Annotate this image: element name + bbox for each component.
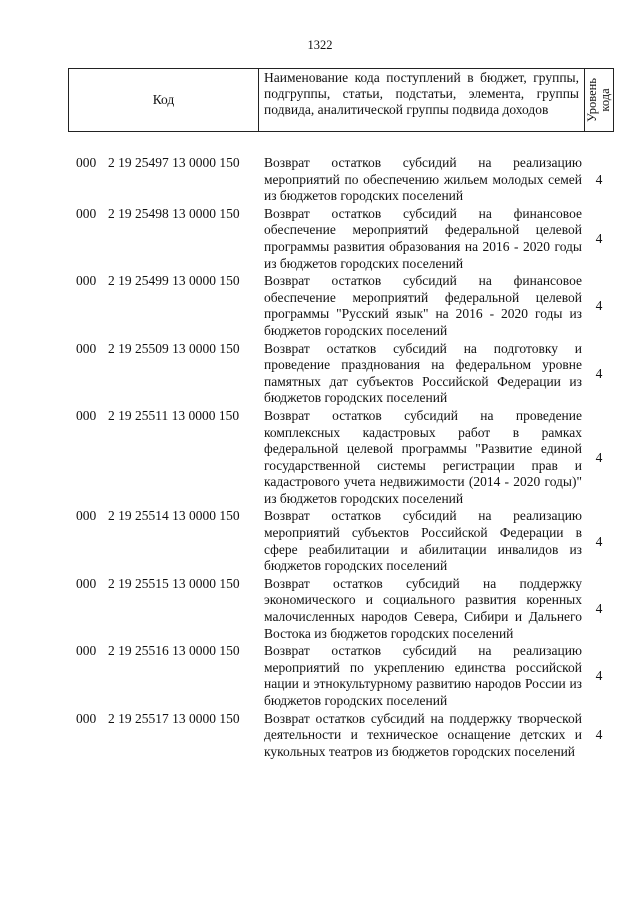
row-level: 4 [595,298,603,314]
row-income-code: 2 19 25514 13 0000 150 [108,508,240,524]
row-name: Возврат остатков субсидий на реализацию мероприятий по обеспечению жильем молодых семей из бюджетов городских поселений [264,155,582,204]
row-income-code: 2 19 25515 13 0000 150 [108,575,240,591]
row-level: 4 [595,449,603,465]
row-name: Возврат остатков субсидий на реализацию мероприятий субъектов Российской Федерации в сфере реабилитации и абилитации инвалидов из бюджетов городских поселений [264,508,582,574]
table-row [76,508,616,574]
header-level-line2: кода [598,88,612,112]
row-level: 4 [595,727,603,743]
table-row [76,408,616,508]
row-name: Возврат остатков субсидий на финансовое обеспечение мероприятий федеральной целевой программы "Русский язык" на 2016 - 2020 годы из бюджетов городских поселений [264,273,582,338]
row-level: 4 [595,230,603,246]
row-name: Возврат остатков субсидий на финансовое обеспечение мероприятий федеральной целевой программы развития образования на 2016 - 2020 годы из бюджетов городских поселений [264,205,582,271]
table-row [76,155,616,205]
table-row [76,576,616,642]
table-row [76,273,616,339]
row-income-code: 2 19 25517 13 0000 150 [108,710,240,726]
row-level: 4 [595,533,603,549]
table-header [68,68,614,132]
header-level [585,69,613,131]
header-level-line1: Уровень [585,77,599,123]
row-level: 4 [595,668,603,684]
row-adm-code: 000 [76,508,97,524]
row-name: Возврат остатков субсидий на реализацию мероприятий по укреплению единства российской нации и этнокультурному развитию народов России из бюджетов городских поселений [264,643,582,708]
row-name: Возврат остатков субсидий на поддержку творческой деятельности и техническое оснащение детских и кукольных театров из бюджетов городских поселений [264,710,582,759]
row-income-code: 2 19 25497 13 0000 150 [108,155,240,170]
row-income-code: 2 19 25499 13 0000 150 [108,273,240,289]
row-level: 4 [595,601,603,617]
header-code: Код [69,69,259,131]
row-income-code: 2 19 25511 13 0000 150 [108,407,240,423]
row-adm-code: 000 [76,340,97,356]
row-adm-code: 000 [76,273,97,289]
table-row [76,643,616,709]
table-body [76,155,616,761]
row-adm-code: 000 [76,205,97,221]
row-income-code: 2 19 25516 13 0000 150 [108,643,240,659]
row-adm-code: 000 [76,710,97,726]
page-number: 1322 [307,38,333,52]
row-adm-code: 000 [76,155,97,170]
row-name: Возврат остатков субсидий на проведение комплексных кадастровых работ в рамках федеральной целевой программы "Развитие единой государственной системы регистрации прав и кадастрового учета недвижимости (2014 - 2020 годы)" из бюджетов городских поселений [264,407,582,506]
row-income-code: 2 19 25509 13 0000 150 [108,340,240,356]
row-adm-code: 000 [76,643,97,659]
row-adm-code: 000 [76,575,97,591]
row-name: Возврат остатков субсидий на подготовку и проведение празднования на федеральном уровне памятных дат субъектов Российской Федерации из бюджетов городских поселений [264,340,582,406]
row-adm-code: 000 [76,407,97,423]
table-row [76,206,616,272]
header-level-text [586,78,612,122]
header-name: Наименование кода поступлений в бюджет, группы, подгруппы, статьи, подстатьи, элемента, группы подвида, аналитической группы подвида доходов [259,69,585,131]
table-row [76,341,616,407]
row-level: 4 [595,365,603,381]
row-income-code: 2 19 25498 13 0000 150 [108,205,240,221]
row-level: 4 [595,171,603,187]
row-name: Возврат остатков субсидий на поддержку экономического и социального развития коренных малочисленных народов Севера, Сибири и Дальнего Востока из бюджетов городских поселений [264,575,582,641]
table-row [76,711,616,761]
